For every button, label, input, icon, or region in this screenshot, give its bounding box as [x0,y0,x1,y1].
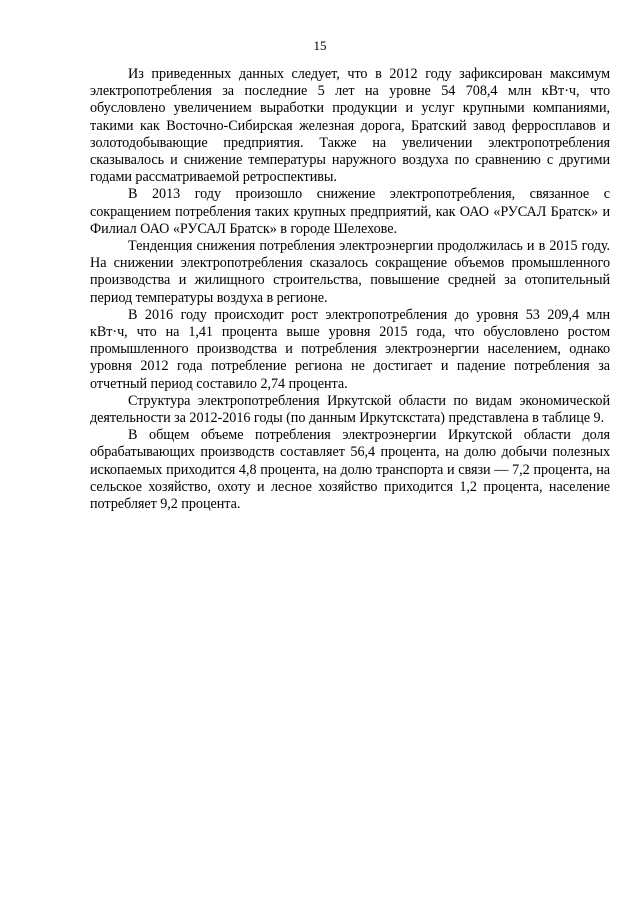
paragraph-2012-maximum: Из приведенных данных следует, что в 2012 году зафиксирован максимум электропотребления за последние 5 лет на уровне 54 708,4 млн кВт·ч, что обусловлено увеличением выработки продукции и услуг крупными компаниями, такими как Восточно-Сибирская железная дорога, Братский завод ферросплавов и золотодобывающие предприятия. Также на увеличении электропотребления сказывалось и снижение температуры наружного воздуха по сравнению с другими годами рассматриваемой ретроспективы. [90,66,610,186]
paragraph-2015-trend: Тенденция снижения потребления электроэнергии продолжилась и в 2015 году. На снижении электропотребления сказалось сокращение объемов промышленного производства и жилищного строительства, повышение средней за отопительный период температуры воздуха в регионе. [90,238,610,306]
page-number: 15 [313,38,327,53]
text-body [90,66,610,513]
paragraph-2016-growth: В 2016 году происходит рост электропотребления до уровня 53 209,4 млн кВт·ч, что на 1,41 процента выше уровня 2015 года, что обусловлено ростом промышленного производства и потребления электроэнергии населением, однако уровня 2012 года потребление региона не достигает и падение потребления за отчетный период составило 2,74 процента. [90,306,610,392]
paragraph-structure-table-ref: Структура электропотребления Иркутской области по видам экономической деятельности за 2012-2016 годы (по данным Иркутскстата) представлена в таблице 9. [90,392,610,427]
paragraph-2013-decline: В 2013 году произошло снижение электропотребления, связанное с сокращением потребления таких крупных предприятий, как ОАО «РУСАЛ Братск» и Филиал ОАО «РУСАЛ Братск» в городе Шелехове. [90,186,610,237]
paragraph-consumption-shares: В общем объеме потребления электроэнергии Иркутской области доля обрабатывающих производств составляет 56,4 процента, на долю добычи полезных ископаемых приходится 4,8 процента, на долю транспорта и связи — 7,2 процента, на сельское хозяйство, охоту и лесное хозяйство приходится 1,2 процента, население потребляет 9,2 процента. [90,427,610,513]
